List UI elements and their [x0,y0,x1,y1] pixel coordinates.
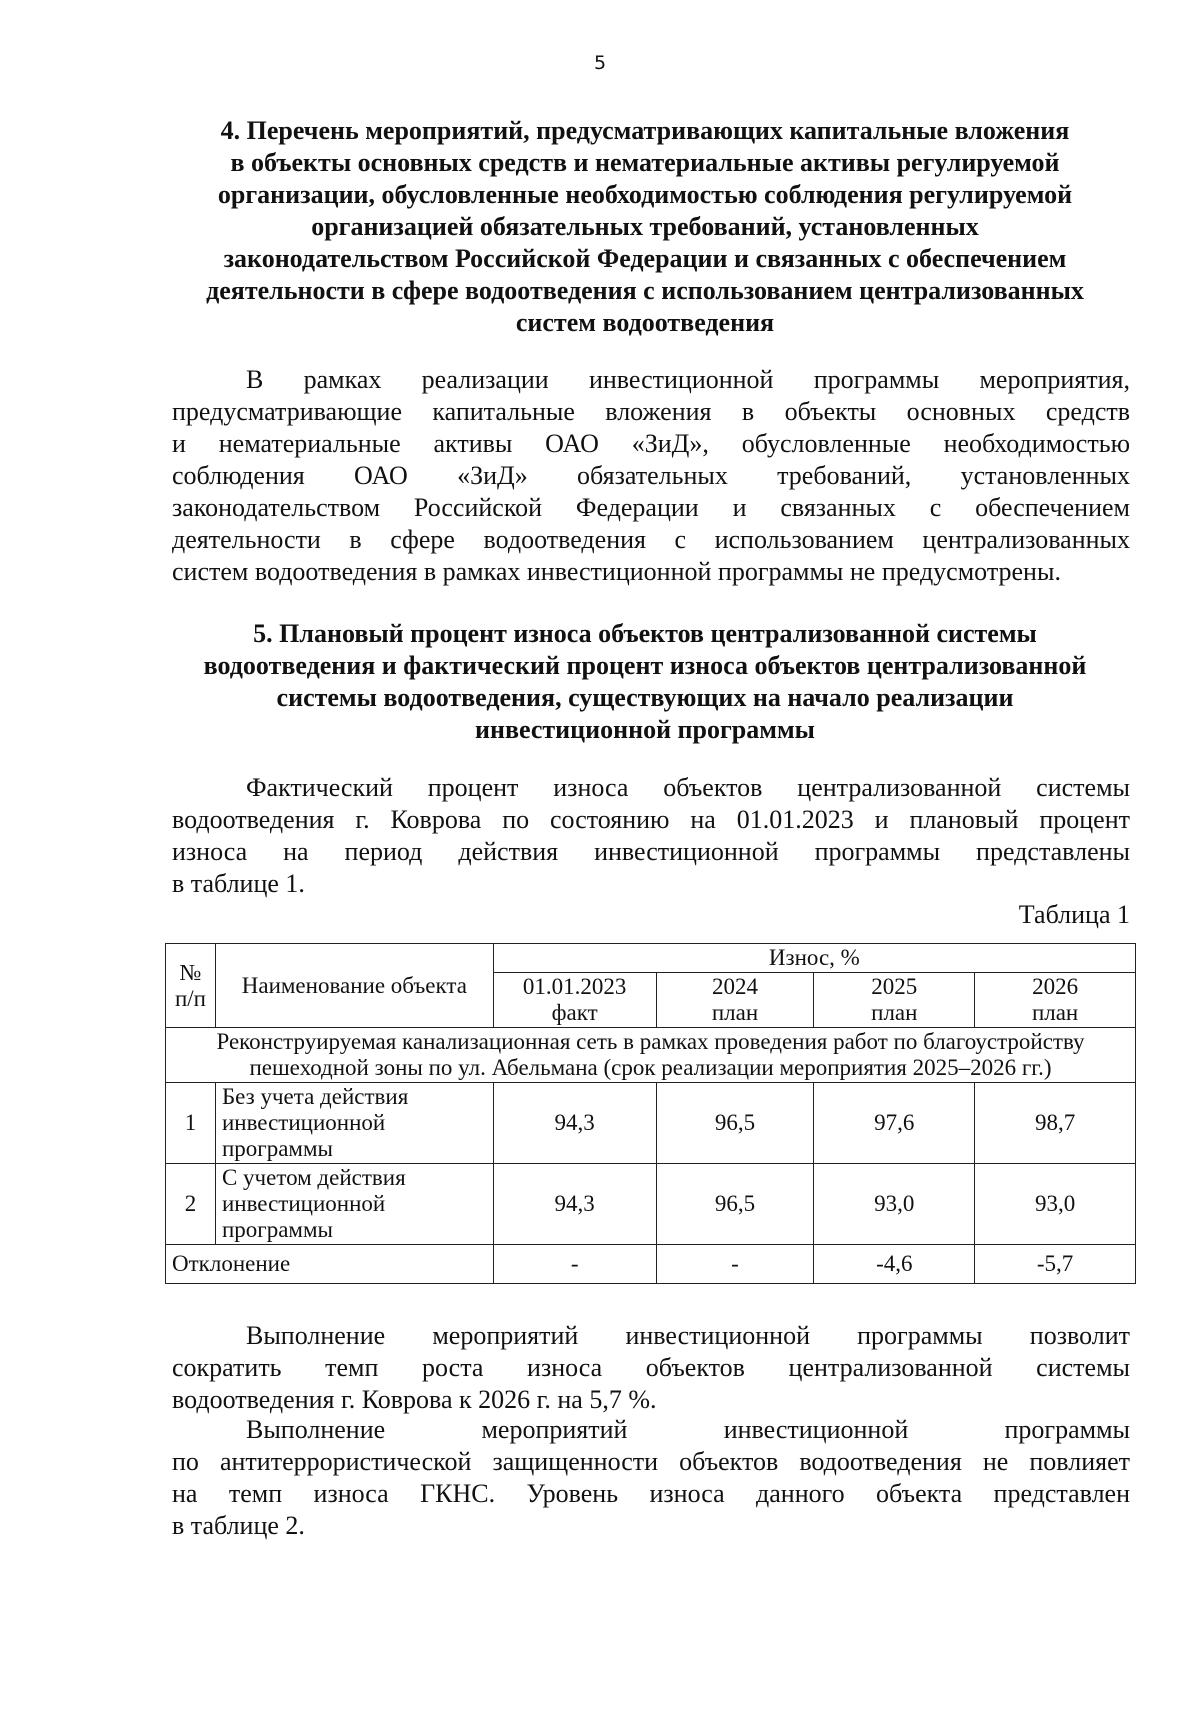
row-value: 96,5 [656,1164,814,1245]
paragraph-line: В рамках реализации инвестиционной программы мероприятия, [246,365,1130,394]
group-title: Реконструируемая канализационная сеть в рамках проведения работ по благоустройству пешеходной зоны по ул. Абельмана (срок реализации мероприятия 2025–2026 гг.) [166,1028,1136,1083]
page-number: 5 [593,52,607,74]
paragraph-line: Выполнение мероприятий инвестиционной программы [246,1415,1130,1444]
header-period-2025 [814,973,975,1028]
paragraph-line: износа на период действия инвестиционной программы представлены [172,837,1130,866]
row-number: 1 [166,1083,216,1164]
row-object-name: С учетом действия инвестиционной программы [215,1164,493,1245]
paragraph-line: сократить темп роста износа объектов централизованной системы [172,1353,1130,1382]
row-value: 94,3 [493,1164,656,1245]
table-row [166,1083,1136,1164]
deviation-value: - [656,1245,814,1284]
deviation-value: -4,6 [814,1245,975,1284]
row-value: 93,0 [814,1164,975,1245]
paragraph-line: по антитеррористической защищенности объектов водоотведения не повлияет [172,1447,1130,1476]
heading-line: в объекты основных средств и нематериальные активы регулируемой [230,148,1060,177]
section-5-paragraph [172,772,1130,900]
row-value: 93,0 [975,1164,1136,1245]
closing-paragraph-1 [172,1320,1130,1416]
header-period-2026 [975,973,1136,1028]
row-value: 94,3 [493,1083,656,1164]
header-wear-percent: Износ, % [493,944,1135,973]
deviation-value: - [493,1245,656,1284]
section-5-heading [165,618,1125,746]
deviation-row [166,1245,1136,1284]
row-object-name: Без учета действия инвестиционной программы [215,1083,493,1164]
section-4-paragraph [172,364,1130,588]
paragraph-line: предусматривающие капитальные вложения в объекты основных средств [172,397,1130,426]
period-date: 01.01.2023 [522,974,627,999]
section-4-heading [165,115,1125,339]
heading-line: системы водоотведения, существующих на начало реализации [276,683,1014,712]
paragraph-line: деятельности в сфере водоотведения с использованием централизованных [172,525,1130,554]
header-period-2024 [656,973,814,1028]
heading-line: инвестиционной программы [475,715,815,744]
paragraph-line: водоотведения г. Коврова к 2026 г. на 5,7 %. [172,1385,657,1414]
heading-line: деятельности в сфере водоотведения с использованием централизованных [206,276,1084,305]
paragraph-line: в таблице 2. [172,1511,305,1540]
deviation-value: -5,7 [975,1245,1136,1284]
row-value: 97,6 [814,1083,975,1164]
table-1-caption: Таблица 1 [1018,900,1130,929]
deviation-label: Отклонение [166,1245,494,1284]
paragraph-line: и нематериальные активы ОАО «ЗиД», обусловленные необходимостью [172,429,1130,458]
paragraph-line: в таблице 1. [172,869,305,898]
heading-line: 5. Плановый процент износа объектов централизованной системы [253,619,1037,648]
row-number: 2 [166,1164,216,1245]
period-date: 2026 [1032,974,1079,999]
paragraph-line: на темп износа ГКНС. Уровень износа данного объекта представлен [172,1479,1130,1508]
heading-line: систем водоотведения [515,308,775,337]
header-number: № п/п [166,944,216,1028]
period-date: 2024 [712,974,759,999]
period-date: 2025 [871,974,918,999]
row-value: 98,7 [975,1083,1136,1164]
heading-line: законодательством Российской Федерации и связанных с обеспечением [223,244,1067,273]
paragraph-line: водоотведения г. Коврова по состоянию на 01.01.2023 и плановый процент [172,805,1130,834]
heading-line: 4. Перечень мероприятий, предусматривающих капитальные вложения [220,116,1070,145]
heading-line: водоотведения и фактический процент износа объектов централизованной [203,651,1087,680]
wear-table [165,943,1136,1284]
table-row [166,1164,1136,1245]
header-period-2023 [493,973,656,1028]
period-kind: план [1031,1000,1079,1025]
period-kind: план [711,1000,759,1025]
heading-line: организацией обязательных требований, установленных [311,212,979,241]
paragraph-line: Фактический процент износа объектов централизованной системы [246,773,1130,802]
period-kind: факт [551,1000,598,1025]
paragraph-line: соблюдения ОАО «ЗиД» обязательных требований, установленных [172,461,1130,490]
paragraph-line: систем водоотведения в рамках инвестиционной программы не предусмотрены. [172,557,1061,586]
paragraph-line: законодательством Российской Федерации и связанных с обеспечением [172,493,1130,522]
row-value: 96,5 [656,1083,814,1164]
closing-paragraph-2 [172,1414,1130,1542]
header-object-name: Наименование объекта [215,944,493,1028]
paragraph-line: Выполнение мероприятий инвестиционной программы позволит [246,1321,1130,1350]
period-kind: план [871,1000,918,1025]
heading-line: организации, обусловленные необходимостью соблюдения регулируемой [217,180,1073,209]
